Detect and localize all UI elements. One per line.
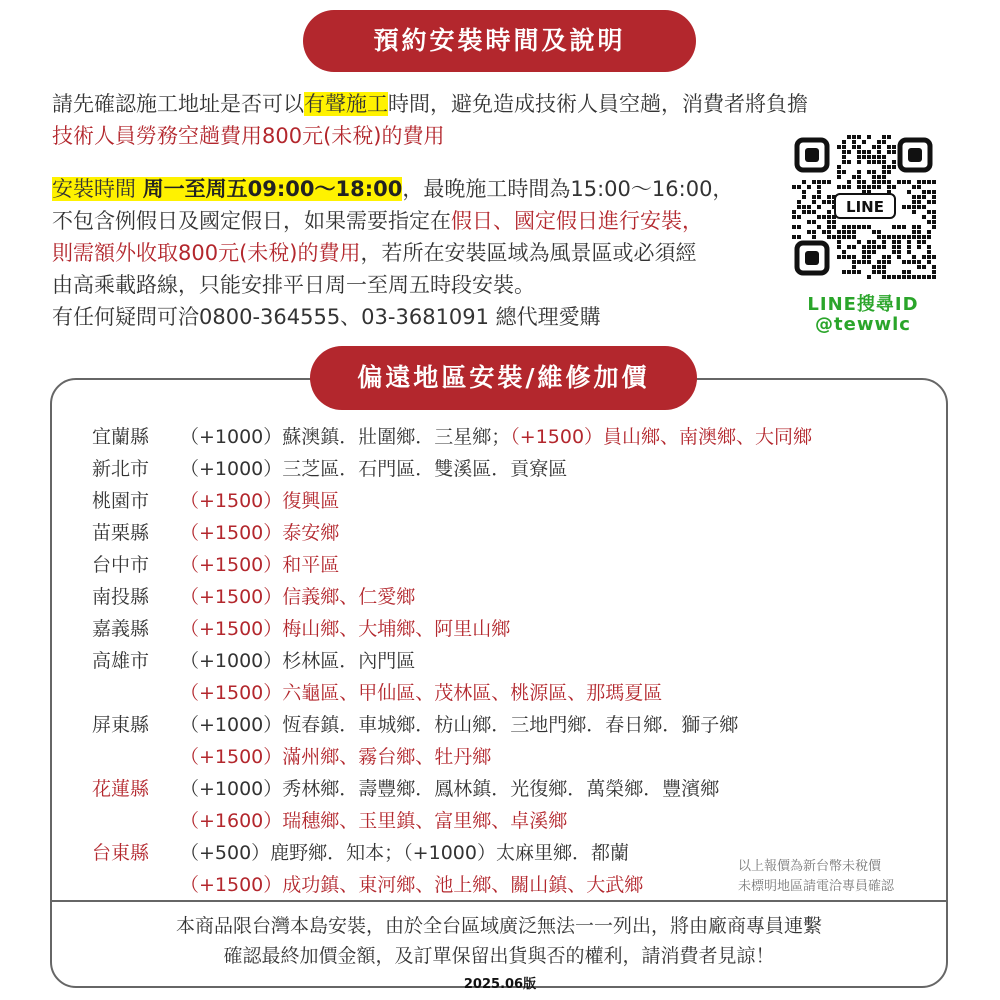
surcharge-premium: （+1500）梅山鄉、大埔鄉、阿里山鄉 — [180, 618, 511, 640]
surcharge-standard: （+1000）蘇澳鎮．壯圍鄉．三星鄉； — [180, 426, 511, 448]
surcharge-premium: （+1500）復興區 — [180, 490, 340, 512]
county-label: 高雄市 — [92, 650, 150, 672]
surcharge-premium: （+1500）泰安鄉 — [180, 522, 340, 544]
surcharge-row — [180, 614, 510, 641]
surcharge-row — [180, 774, 719, 801]
county-label: 桃園市 — [92, 490, 150, 512]
county-label: 嘉義縣 — [92, 618, 150, 640]
surcharge-standard: （+1000）三芝區．石門區．雙溪區．貢寮區 — [180, 458, 568, 480]
surcharge-standard: （+500）鹿野鄉．知本；（+1000）太麻里鄉．都蘭 — [180, 842, 629, 864]
surcharge-standard: （+1000）恆春鎮．車城鄉．枋山鄉．三地門鄉．春日鄉．獅子鄉 — [180, 714, 739, 736]
price-note: 以上報價為新台幣未稅價 — [738, 859, 882, 874]
surcharge-row — [180, 742, 491, 769]
line-qr-code[interactable] — [791, 134, 936, 279]
contact-line: 有任何疑問可洽0800-364555、03-3681091 總代理愛購 — [52, 305, 601, 329]
surcharge-row — [180, 870, 643, 897]
version-label: 2025.06版 — [463, 977, 537, 992]
surcharge-premium: （+1500）和平區 — [180, 554, 340, 576]
county-label: 南投縣 — [92, 586, 150, 608]
county-label: 宜蘭縣 — [92, 426, 150, 448]
schedule-line-2-a: 不包含例假日及國定假日，如果需要指定在 — [52, 209, 451, 233]
box-divider — [50, 900, 948, 902]
surcharge-premium: （+1600）瑞穗鄉、玉里鎮、富里鄉、卓溪鄉 — [180, 810, 568, 832]
surcharge-standard: （+1000）杉林區．內門區 — [180, 650, 416, 672]
county-label: 台中市 — [92, 554, 150, 576]
schedule-line-3-b: ，若所在安裝區域為風景區或必須經 — [360, 241, 697, 265]
line-id: @tewwlc — [815, 314, 911, 335]
surcharge-premium: （+1500）六龜區、甲仙區、茂林區、桃源區、那瑪夏區 — [180, 682, 663, 704]
surcharge-premium: （+1500）滿州鄉、霧台鄉、牡丹鄉 — [180, 746, 492, 768]
surcharge-row — [180, 838, 629, 865]
county-label: 屏東縣 — [92, 714, 150, 736]
county-label: 苗栗縣 — [92, 522, 150, 544]
schedule-line-3 — [52, 237, 696, 267]
surcharge-row — [180, 710, 738, 737]
surcharge-standard: （+1000）秀林鄉．壽豐鄉．鳳林鎮．光復鄉．萬榮鄉．豐濱鄉 — [180, 778, 720, 800]
schedule-hours: 周一至周五09:00～18:00 — [142, 177, 403, 201]
county-label: 新北市 — [92, 458, 150, 480]
intro-line-1 — [52, 88, 808, 118]
footer-line-2: 確認最終加價金額，及訂單保留出貨與否的權利，請消費者見諒！ — [223, 945, 775, 967]
qr-code-icon — [791, 134, 936, 279]
intro-line-2: 技術人員勞務空趟費用800元(未稅)的費用 — [52, 124, 445, 148]
surcharge-row — [180, 806, 567, 833]
surcharge-row — [180, 422, 812, 449]
region-note: 未標明地區請電洽專員確認 — [738, 879, 895, 894]
surcharge-row — [180, 582, 415, 609]
surcharge-premium: （+1500）成功鎮、東河鄉、池上鄉、關山鎮、大武鄉 — [180, 874, 644, 896]
surcharge-row — [180, 518, 339, 545]
schedule-line-1 — [52, 173, 733, 203]
surcharge-row — [180, 550, 339, 577]
surcharge-row — [180, 646, 415, 673]
schedule-label: 安裝時間 — [52, 177, 136, 201]
schedule-line-1-rest: ，最晚施工時間為15:00～16:00， — [402, 177, 734, 201]
schedule-line-2-red: 假日、國定假日進行安裝， — [451, 209, 703, 233]
intro-text-a: 請先確認施工地址是否可以 — [52, 92, 304, 116]
line-search-caption: LINE搜尋ID — [807, 294, 919, 315]
schedule-line-3-red: 則需額外收取800元(未稅)的費用 — [52, 241, 361, 265]
county-label: 台東縣 — [92, 842, 150, 864]
schedule-highlight — [52, 177, 402, 201]
county-label: 花蓮縣 — [92, 778, 150, 800]
section-title-surcharge: 偏遠地區安裝/維修加價 — [310, 346, 697, 410]
footer-line-1: 本商品限台灣本島安裝，由於全台區域廣泛無法一一列出，將由廠商專員連繫 — [175, 915, 822, 937]
surcharge-premium: （+1500）員山鄉、南澳鄉、大同鄉 — [510, 426, 813, 448]
schedule-line-2 — [52, 205, 703, 235]
section-title-booking: 預約安裝時間及說明 — [303, 10, 696, 72]
surcharge-row — [180, 486, 339, 513]
surcharge-row — [180, 678, 662, 705]
surcharge-premium: （+1500）信義鄉、仁愛鄉 — [180, 586, 416, 608]
intro-text-b: 時間，避免造成技術人員空趟，消費者將負擔 — [388, 92, 808, 116]
intro-highlight: 有聲施工 — [304, 92, 388, 116]
qr-line-logo: LINE — [846, 198, 884, 216]
schedule-line-4: 由高乘載路線，只能安排平日周一至周五時段安裝。 — [52, 273, 535, 297]
surcharge-row — [180, 454, 567, 481]
